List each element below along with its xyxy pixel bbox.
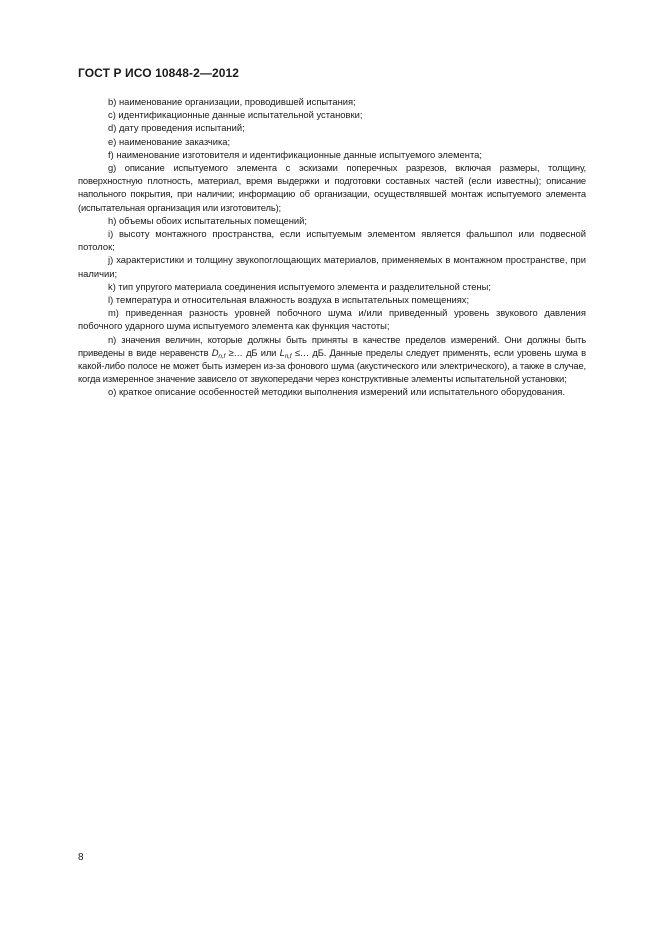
item-n-text-3: ≤… дБ. Данные пределы следует применять, если уровень шума в какой-либо полосе не может быть измерен из-за фонового шума (акустического или электрического), а также в случае, когда измеренное значение зависело от звукопередачи через конструктивные элементы испытательной установки; [78, 346, 586, 385]
list-item-k: k) тип упругого материала соединения испытуемого элемента и разделительной стены; [108, 280, 492, 292]
list-item-m: m) приведенная разность уровней побочного шума и/или приведенный уровень звукового давления побочного ударного шума испытуемого элемента как функция частоты; [78, 307, 586, 332]
list-item-i: i) высоту монтажного пространства, если испытуемым элементом является фальшпол или подвесной потолок; [78, 228, 586, 253]
list-item-h: h) объемы обоих испытательных помещений; [108, 214, 308, 226]
list-item-b: b) наименование организации, проводившей испытания; [108, 96, 356, 107]
list-item-n [78, 333, 586, 386]
list-item-e: e) наименование заказчика; [108, 135, 231, 147]
page-number: 8 [78, 852, 84, 863]
item-n-text-1: n) значения величин, которые должны быть приняты в качестве пределов измерений. Они должны быть приведены в виде неравенств [78, 333, 586, 358]
item-n-text-2: ≥… дБ или [225, 346, 280, 358]
list-item-c: c) идентификационные данные испытательной установки; [108, 109, 363, 121]
list-item-o: o) краткое описание особенностей методики выполнения измерений или испытательного оборудования. [108, 386, 565, 398]
requirements-list [78, 95, 586, 399]
list-item-g: g) описание испытуемого элемента с эскизами поперечных разрезов, включая размеры, толщину, поверхностную плотность, материал, время выдержки и подготовки составных частей (если известны); описание напольного покрытия, при наличии; информацию об организации, осуществлявшей монтаж испытуемого элемента (испытательная организация или изготовитель); [78, 162, 586, 213]
document-header: ГОСТ Р ИСО 10848-2—2012 [78, 66, 240, 80]
list-item-j: j) характеристики и толщину звукопоглощающих материалов, применяемых в монтажном пространстве, при наличии; [78, 254, 586, 279]
list-item-f: f) наименование изготовителя и идентификационные данные испытуемого элемента; [108, 148, 482, 160]
symbol-d: D [211, 346, 219, 358]
list-item-d: d) дату проведения испытаний; [108, 122, 245, 134]
list-item-l: l) температура и относительная влажность воздуха в испытательных помещениях; [108, 294, 470, 306]
symbol-l: L [279, 346, 285, 358]
subscript-nf-1: n,f [218, 352, 226, 360]
subscript-nf-2: n,f [284, 352, 292, 360]
